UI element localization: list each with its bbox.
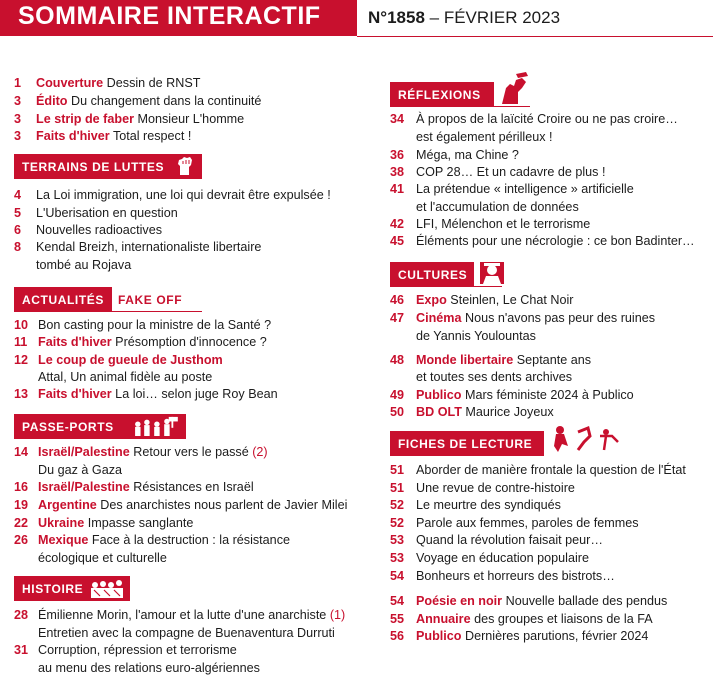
section-label: ACTUALITÉS <box>22 293 104 307</box>
entry-text: tombé au Rojava <box>36 258 132 272</box>
entry-title <box>38 333 267 351</box>
page-number: 56 <box>390 629 405 643</box>
entry-text: Du changement dans la continuité <box>67 94 262 108</box>
entry-title <box>38 351 223 369</box>
page-number: 19 <box>14 498 29 512</box>
entry-text: Le meurtre des syndiqués <box>416 498 561 512</box>
entry-text: Aborder de manière frontale la question de l'État <box>416 463 686 477</box>
entry-title <box>416 232 695 250</box>
section-rule <box>14 600 130 601</box>
issue-prefix: N° <box>368 8 388 27</box>
page-number: 31 <box>14 643 29 657</box>
section-label: HISTOIRE <box>22 582 84 596</box>
entry-title <box>416 351 591 369</box>
entry-title <box>416 496 561 514</box>
entry-title <box>36 221 162 239</box>
entry-text: La loi… selon juge Roy Bean <box>111 387 278 401</box>
rubric-label: Couverture <box>36 76 104 90</box>
entry-text: des groupes et liaisons de la FA <box>470 612 653 626</box>
page-number: 51 <box>390 463 405 477</box>
page-number: 6 <box>14 223 22 237</box>
page-number: 38 <box>390 165 405 179</box>
rubric-label: Publico <box>416 629 462 643</box>
entry-text: Du gaz à Gaza <box>38 463 123 477</box>
section-rule <box>14 438 186 439</box>
entry-title <box>416 327 536 345</box>
page-number: 45 <box>390 234 405 248</box>
page-number: 41 <box>390 182 405 196</box>
page-number: 51 <box>390 481 405 495</box>
page-number: 5 <box>14 206 22 220</box>
entry-title <box>38 606 345 624</box>
rubric-label: Poésie en noir <box>416 594 503 608</box>
entry-title <box>38 368 212 386</box>
page-number: 3 <box>14 129 22 143</box>
entry-text: COP 28… Et un cadavre de plus ! <box>416 165 606 179</box>
entry-text: Une revue de contre-histoire <box>416 481 575 495</box>
entry-title <box>38 641 237 659</box>
entry-text: Dernières parutions, février 2024 <box>461 629 649 643</box>
entry-text: Maurice Joyeux <box>461 405 554 419</box>
masthead-banner <box>0 0 357 36</box>
entry-text: Monsieur L'homme <box>133 112 245 126</box>
entry-title <box>38 531 290 549</box>
page-number: 54 <box>390 569 405 583</box>
section-fiches-de-lecture[interactable] <box>390 431 544 455</box>
entry-text: Méga, ma Chine ? <box>416 148 519 162</box>
page-number: 12 <box>14 353 29 367</box>
entry-title <box>36 127 191 145</box>
entry-title <box>38 461 122 479</box>
entry-title <box>416 309 655 327</box>
entry-title <box>38 659 260 677</box>
entry-text: LFI, Mélenchon et le terrorisme <box>416 217 591 231</box>
entry-text: Des anarchistes nous parlent de Javier Milei <box>96 498 348 512</box>
section-label: PASSE-PORTS <box>22 420 114 434</box>
entry-text: Quand la révolution faisait peur… <box>416 533 603 547</box>
rubric-label: Faits d'hiver <box>36 129 110 143</box>
page-number: 16 <box>14 480 29 494</box>
section-rule <box>390 106 530 107</box>
page-number: 36 <box>390 148 405 162</box>
dancers-icon <box>548 424 624 454</box>
page-number: 22 <box>14 516 29 530</box>
entry-text: Dessin de RNST <box>103 76 201 90</box>
rubric-label: Le strip de faber <box>36 112 134 126</box>
page-number: 28 <box>14 608 29 622</box>
rubric-label: Le coup de gueule de Justhom <box>38 353 223 367</box>
entry-title <box>36 110 244 128</box>
rubric-label: Israël/Palestine <box>38 445 130 459</box>
page-number: 53 <box>390 533 405 547</box>
rubric-label: BD OLT <box>416 405 462 419</box>
section-label: TERRAINS DE LUTTES <box>22 160 165 174</box>
entry-title <box>38 316 271 334</box>
entry-text: de Yannis Youlountas <box>416 329 536 343</box>
rubric-label: Cinéma <box>416 311 462 325</box>
header-rule <box>357 36 713 37</box>
section-passe-ports[interactable] <box>14 414 186 438</box>
entry-text: Résistances en Israël <box>129 480 254 494</box>
entry-title <box>36 92 261 110</box>
entry-text: Septante ans <box>513 353 592 367</box>
page-number: 50 <box>390 405 405 419</box>
entry-title <box>36 256 131 274</box>
page-title: SOMMAIRE INTERACTIF <box>18 2 321 30</box>
thinker-icon <box>496 70 532 106</box>
entry-text: écologique et culturelle <box>38 551 167 565</box>
entry-text: Voyage en éducation populaire <box>416 551 589 565</box>
entry-title <box>416 479 575 497</box>
entry-title <box>38 443 268 461</box>
page-number: 34 <box>390 112 405 126</box>
entry-title <box>416 110 678 128</box>
page-number: 47 <box>390 311 405 325</box>
entry-text: et l'accumulation de données <box>416 200 579 214</box>
entry-text: Entretien avec la compagne de Buenaventura Durruti <box>38 626 335 640</box>
page-number: 8 <box>14 240 22 254</box>
entry-text: Corruption, répression et terrorisme <box>38 643 237 657</box>
section-terrains-de-luttes[interactable] <box>14 154 202 178</box>
entry-title <box>36 238 261 256</box>
entry-title <box>416 146 519 164</box>
page-number: 48 <box>390 353 405 367</box>
section-rule <box>14 178 202 179</box>
page-number: 10 <box>14 318 29 332</box>
entry-title <box>416 549 589 567</box>
entry-title <box>416 403 554 421</box>
entry-title <box>416 163 605 181</box>
entry-text: La prétendue « intelligence » artificielle <box>416 182 634 196</box>
entry-title <box>416 291 574 309</box>
page-number: 53 <box>390 551 405 565</box>
entry-title <box>38 385 278 403</box>
entry-title <box>36 186 331 204</box>
entry-title <box>416 368 572 386</box>
raised-fist-icon <box>174 156 196 176</box>
entry-title <box>38 496 347 514</box>
page-number: 1 <box>14 76 22 90</box>
protest-crowd-icon <box>130 416 182 436</box>
section-actualites[interactable] <box>14 287 112 311</box>
entry-text: Bonheurs et horreurs des bistrots… <box>416 569 615 583</box>
entry-title <box>416 592 667 610</box>
entry-title <box>416 461 686 479</box>
entry-text: Total respect ! <box>109 129 192 143</box>
page-number: 4 <box>14 188 22 202</box>
section-label: FICHES DE LECTURE <box>398 437 533 451</box>
section-rule <box>390 455 544 456</box>
rubric-label: Expo <box>416 293 447 307</box>
page-number: 11 <box>14 335 28 349</box>
section-rule <box>390 286 502 287</box>
entry-text: À propos de la laïcité Croire ou ne pas croire… <box>416 112 678 126</box>
entry-text: est également périlleux ! <box>416 130 553 144</box>
rubric-label: Annuaire <box>416 612 471 626</box>
entry-text: Présomption d'innocence ? <box>111 335 267 349</box>
page-number: 46 <box>390 293 405 307</box>
entry-text: L'Uberisation en question <box>36 206 178 220</box>
entry-text: Attal, Un animal fidèle au poste <box>38 370 213 384</box>
entry-title <box>38 478 254 496</box>
rubric-label: Mexique <box>38 533 89 547</box>
entry-text: Kendal Breizh, internationaliste libertaire <box>36 240 262 254</box>
entry-text: Retour vers le passé <box>129 445 253 459</box>
entry-text: Nous n'avons pas peur des ruines <box>461 311 656 325</box>
rubric-label: Ukraine <box>38 516 85 530</box>
entry-title <box>416 567 615 585</box>
entry-title <box>416 531 603 549</box>
entry-title <box>416 386 634 404</box>
page-number: 52 <box>390 516 405 530</box>
rubric-label: Faits d'hiver <box>38 335 112 349</box>
part-reference: (2) <box>252 445 268 459</box>
entry-text: Émilienne Morin, l'amour et la lutte d'une anarchiste <box>38 608 330 622</box>
page-number: 54 <box>390 594 405 608</box>
entry-title <box>36 204 178 222</box>
entry-text: Nouvelle ballade des pendus <box>502 594 668 608</box>
entry-text: au menu des relations euro-algériennes <box>38 661 260 675</box>
rubric-label: Israël/Palestine <box>38 480 130 494</box>
part-reference: (1) <box>329 608 346 622</box>
rubric-label: Publico <box>416 388 462 402</box>
rubric-label: Édito <box>36 94 68 108</box>
rubric-label: Argentine <box>38 498 97 512</box>
section-cultures[interactable] <box>390 262 474 286</box>
issue-info <box>368 8 560 28</box>
issue-number: 1858 <box>387 8 425 27</box>
section-histoire[interactable] <box>14 576 130 600</box>
entry-title <box>38 624 335 642</box>
section-label: RÉFLEXIONS <box>398 88 481 102</box>
entry-title <box>38 549 167 567</box>
entry-title <box>38 514 193 532</box>
entry-text: Impasse sanglante <box>84 516 194 530</box>
entry-text: Nouvelles radioactives <box>36 223 162 237</box>
section-reflexions[interactable] <box>390 82 494 106</box>
page-number: 26 <box>14 533 29 547</box>
page-number: 3 <box>14 94 22 108</box>
page-number: 42 <box>390 217 405 231</box>
portrait-icon <box>480 262 504 284</box>
entry-text: La Loi immigration, une loi qui devrait être expulsée ! <box>36 188 331 202</box>
entry-text: Mars féministe 2024 à Publico <box>461 388 634 402</box>
entry-text: Face à la destruction : la résistance <box>88 533 290 547</box>
entry-title <box>416 215 590 233</box>
entry-text: Steinlen, Le Chat Noir <box>446 293 574 307</box>
entry-text: Parole aux femmes, paroles de femmes <box>416 516 639 530</box>
page-number: 14 <box>14 445 29 459</box>
history-crowd-icon <box>90 578 124 598</box>
entry-title <box>416 514 639 532</box>
page-number: 13 <box>14 387 29 401</box>
rubric-label: Faits d'hiver <box>38 387 112 401</box>
entry-title <box>416 198 579 216</box>
section-rule <box>14 311 202 312</box>
page-number: 55 <box>390 612 405 626</box>
rubric-label: Monde libertaire <box>416 353 514 367</box>
page-number: 49 <box>390 388 405 402</box>
entry-title <box>36 74 200 92</box>
page-number: 52 <box>390 498 405 512</box>
entry-text: et toutes ses dents archives <box>416 370 573 384</box>
entry-title <box>416 128 553 146</box>
issue-date: – FÉVRIER 2023 <box>429 8 561 27</box>
entry-text: Bon casting pour la ministre de la Santé ? <box>38 318 272 332</box>
section-label: CULTURES <box>398 268 468 282</box>
entry-title <box>416 180 634 198</box>
entry-title <box>416 610 653 628</box>
entry-title <box>416 627 648 645</box>
fake-off-tag: FAKE OFF <box>118 293 183 307</box>
page-number: 3 <box>14 112 22 126</box>
entry-text: Éléments pour une nécrologie : ce bon Badinter… <box>416 234 695 248</box>
